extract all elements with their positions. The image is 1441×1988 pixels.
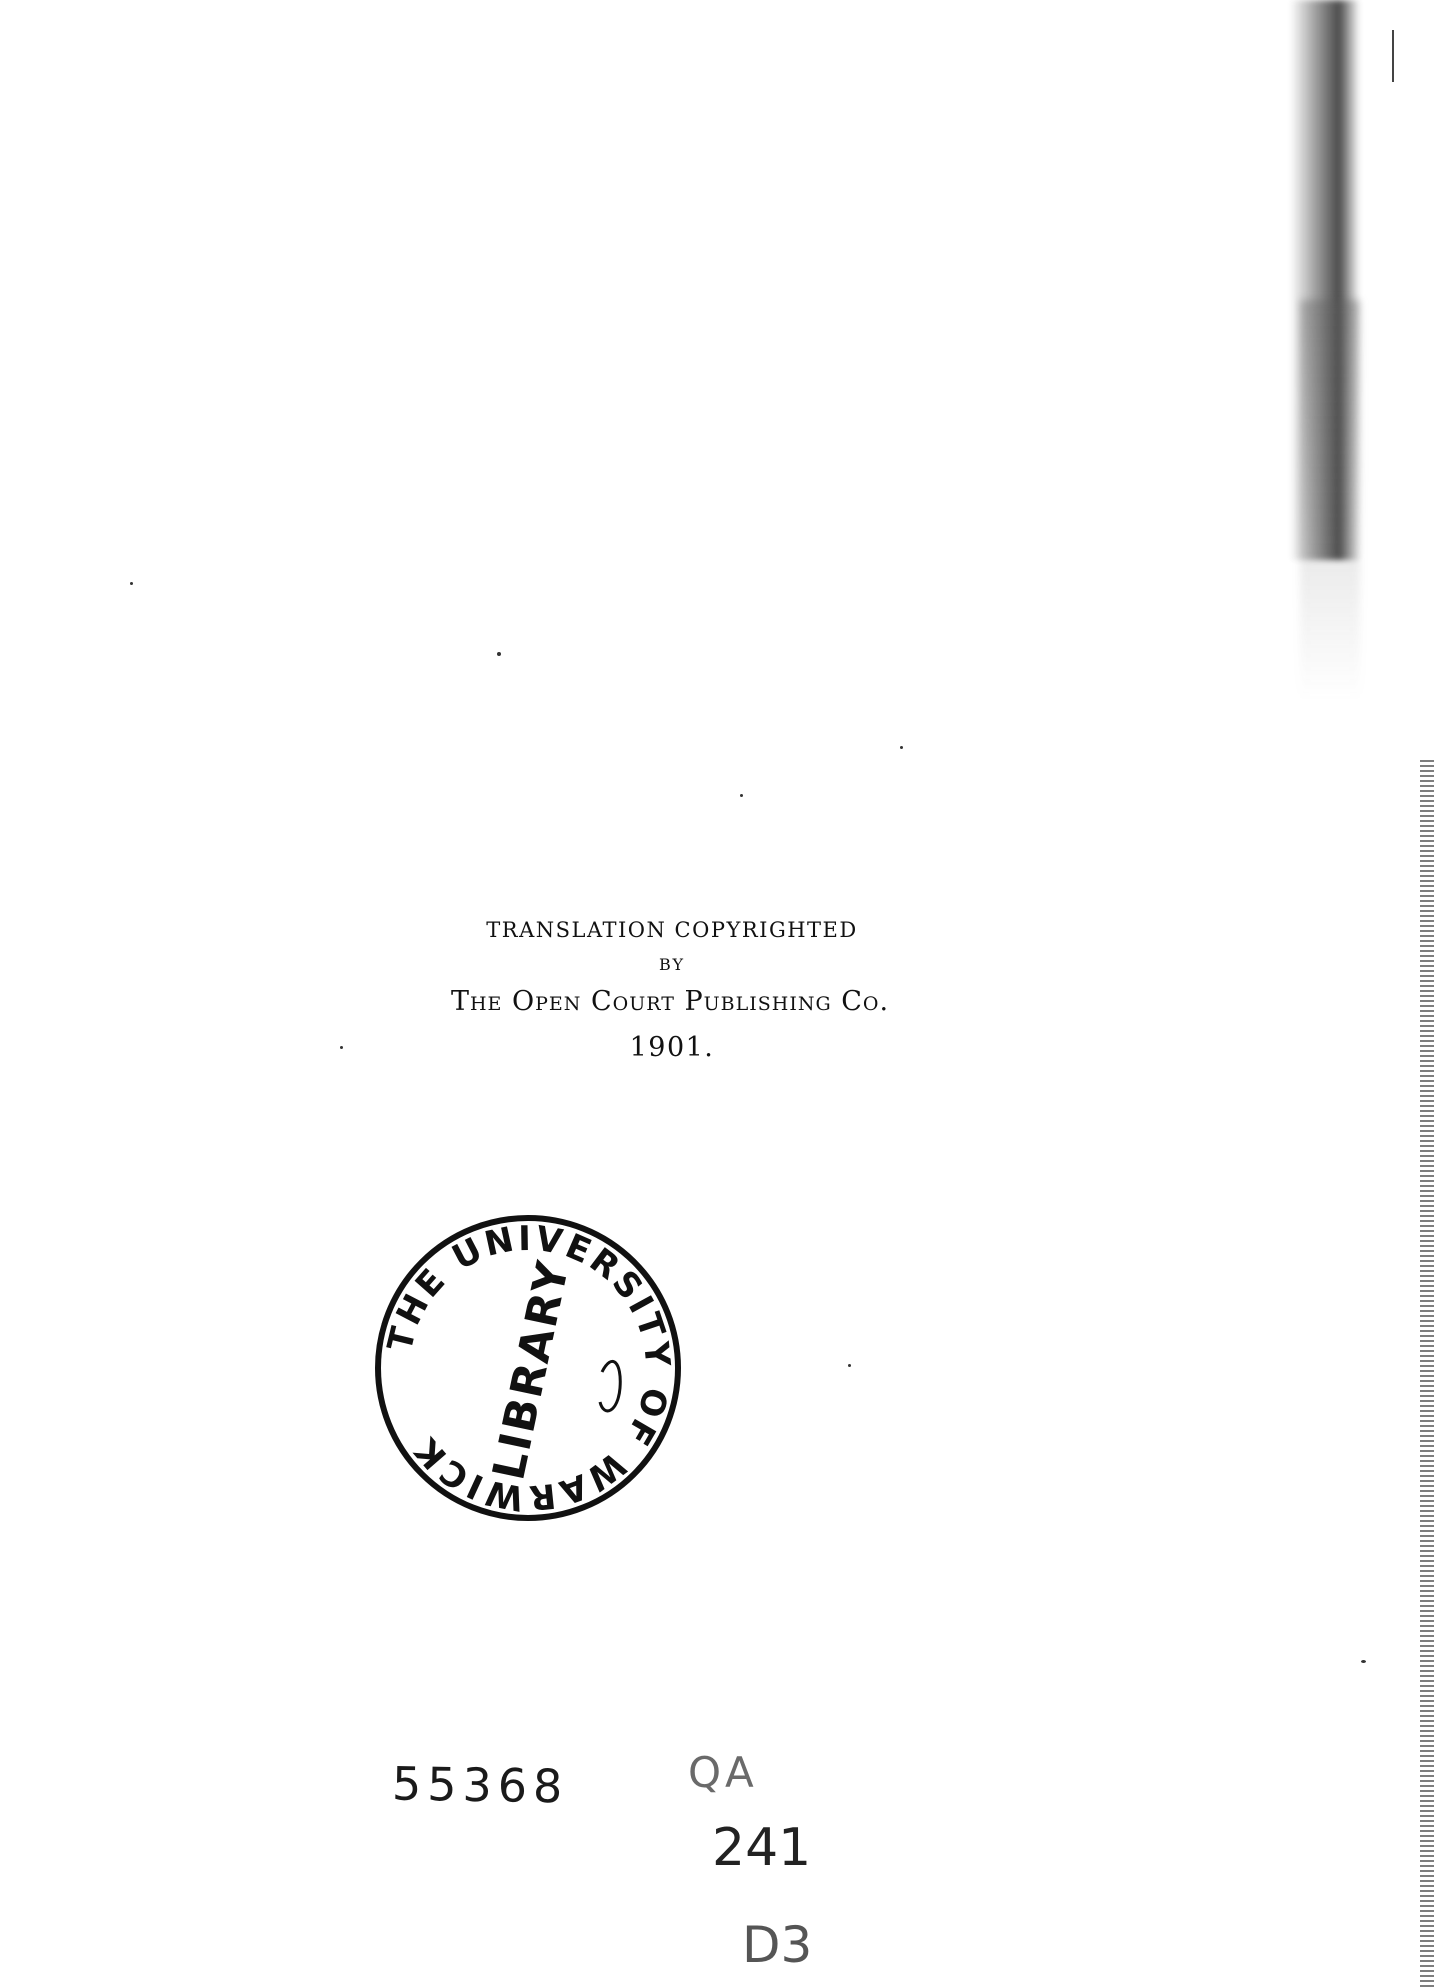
- stamp-handwritten-mark: [600, 1361, 620, 1411]
- stamp-center-text: LIBRARY: [483, 1255, 580, 1485]
- copyright-line: TRANSLATION COPYRIGHTED: [486, 918, 858, 942]
- scan-speck: [497, 652, 501, 656]
- scan-speck: [740, 794, 743, 797]
- page-edge-speckle: [1420, 760, 1434, 1988]
- shelfmark-line-1: QA: [688, 1748, 758, 1797]
- scan-speck: [848, 1364, 851, 1367]
- scan-speck: [130, 582, 133, 585]
- stamp-ring-text: THE UNIVERSITY OF WARWICK: [380, 1218, 678, 1519]
- accession-number: 55368: [391, 1756, 569, 1814]
- scan-speck: [1361, 1660, 1366, 1663]
- shelfmark-line-3: D3: [742, 1916, 813, 1974]
- by-line: BY: [658, 955, 686, 974]
- publication-year: 1901.: [629, 1032, 715, 1063]
- shelfmark-line-2: 241: [712, 1818, 812, 1878]
- page-edge-mark: [1392, 30, 1394, 82]
- library-stamp: [372, 1212, 684, 1524]
- scan-speck: [340, 1046, 343, 1049]
- scan-gutter-fade: [1300, 300, 1360, 700]
- scan-speck: [900, 746, 903, 749]
- publisher-name: The Open Court Publishing Co.: [450, 986, 890, 1017]
